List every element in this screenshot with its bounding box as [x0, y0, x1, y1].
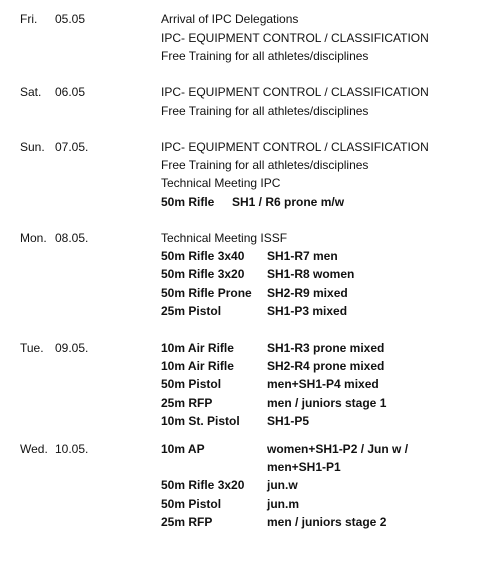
day-label: Fri. [20, 12, 38, 26]
date-label: 10.05. [55, 442, 89, 456]
date-label: 09.05. [55, 341, 89, 355]
date-label: 08.05. [55, 231, 89, 245]
schedule-line: Free Training for all athletes/disciplines [161, 49, 369, 63]
date-label: 07.05. [55, 140, 89, 154]
schedule-line: IPC- EQUIPMENT CONTROL / CLASSIFICATION [161, 140, 429, 154]
event-class: SH1-P3 mixed [267, 304, 348, 318]
event-name: 25m Pistol [161, 304, 222, 318]
day-label: Wed. [20, 442, 48, 456]
event-class: SH1 / R6 prone m/w [232, 195, 345, 209]
event-class: women+SH1-P2 / Jun w / [267, 442, 409, 456]
event-name: 50m Rifle [161, 195, 215, 209]
event-class: SH1-R3 prone mixed [267, 341, 385, 355]
event-class: SH1-R7 men [267, 249, 338, 263]
event-name: 10m Air Rifle [161, 359, 234, 373]
schedule-line: Free Training for all athletes/disciplines [161, 104, 369, 118]
event-class: SH2-R4 prone mixed [267, 359, 385, 373]
event-class: jun.m [267, 497, 299, 511]
schedule-line: IPC- EQUIPMENT CONTROL / CLASSIFICATION [161, 85, 429, 99]
event-class: SH2-R9 mixed [267, 286, 348, 300]
schedule-line: Technical Meeting IPC [161, 176, 281, 190]
day-label: Tue. [20, 341, 44, 355]
event-name: 10m St. Pistol [161, 414, 240, 428]
schedule-line: IPC- EQUIPMENT CONTROL / CLASSIFICATION [161, 31, 429, 45]
schedule-line: Arrival of IPC Delegations [161, 12, 299, 26]
event-class-continued: men+SH1-P1 [267, 460, 341, 474]
date-label: 05.05 [55, 12, 86, 26]
event-name: 10m Air Rifle [161, 341, 234, 355]
schedule-line: Technical Meeting ISSF [161, 231, 288, 245]
date-label: 06.05 [55, 85, 86, 99]
event-name: 50m Rifle 3x40 [161, 249, 245, 263]
event-name: 50m Pistol [161, 377, 222, 391]
event-class: men / juniors stage 2 [267, 515, 387, 529]
event-name: 50m Pistol [161, 497, 222, 511]
event-class: men / juniors stage 1 [267, 396, 387, 410]
schedule-line: Free Training for all athletes/disciplines [161, 158, 369, 172]
event-name: 10m AP [161, 442, 205, 456]
event-name: 25m RFP [161, 396, 213, 410]
event-name: 50m Rifle 3x20 [161, 478, 245, 492]
day-label: Sun. [20, 140, 45, 154]
event-class: jun.w [267, 478, 298, 492]
event-name: 25m RFP [161, 515, 213, 529]
event-class: SH1-P5 [267, 414, 310, 428]
event-name: 50m Rifle 3x20 [161, 267, 245, 281]
day-label: Mon. [20, 231, 47, 245]
event-name: 50m Rifle Prone [161, 286, 252, 300]
event-class: men+SH1-P4 mixed [267, 377, 379, 391]
day-label: Sat. [20, 85, 42, 99]
event-class: SH1-R8 women [267, 267, 355, 281]
